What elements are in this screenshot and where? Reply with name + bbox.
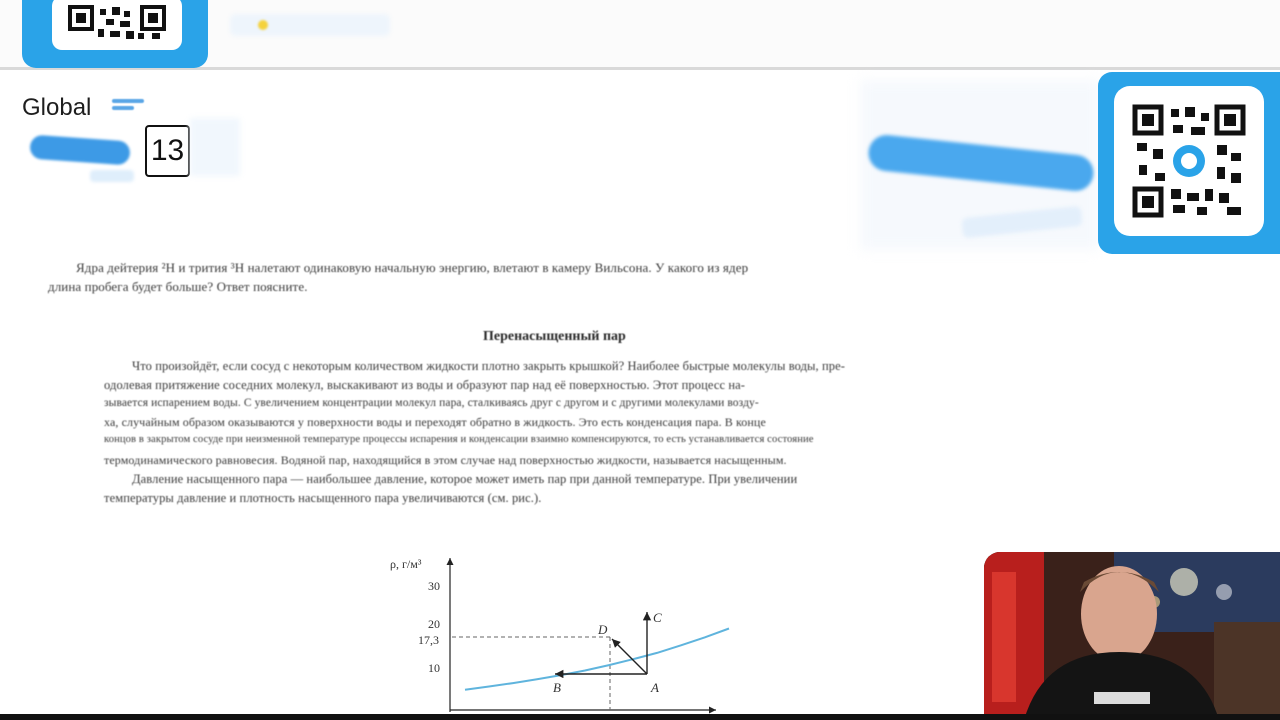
- paragraph-line: концов в закрытом сосуде при неизменной температуре процессы испарения и конденсации взаимно компенсируются, то есть устанавливается состояние: [104, 434, 814, 445]
- left-pill-button[interactable]: [29, 135, 130, 166]
- point-label-d: D: [598, 622, 608, 637]
- saturation-curve: [465, 629, 729, 690]
- y-tick-label: 10: [428, 661, 440, 675]
- top-strip: [0, 0, 1280, 70]
- paragraph-line: Давление насыщенного пара — наибольшее давление, которое может иметь пар при данной температуре. При увеличении: [132, 472, 798, 486]
- section-title: Перенасыщенный пар: [483, 329, 626, 344]
- top-link-blur: [230, 14, 390, 36]
- top-dot-icon: [258, 20, 268, 30]
- point-label-a: A: [651, 680, 659, 695]
- y-tick-label: 30: [428, 579, 440, 593]
- left-blur-card: [190, 118, 240, 176]
- paragraph-line: термодинамического равновесия. Водяной пар, находящийся в этом случае над поверхностью жидкости, называется насыщенным.: [104, 453, 787, 467]
- point-label-c: C: [653, 610, 662, 625]
- point-label-b: B: [553, 680, 561, 695]
- qr-code-top: [22, 0, 208, 68]
- vapor-density-graph: [380, 552, 740, 720]
- brand-logo: Global: [22, 94, 92, 121]
- task-text-line-1: Ядра дейтерия ²H и трития ³H налетают одинаковую начальную энергию, влетают в камеру Вильсона. У какого из ядер: [76, 260, 749, 275]
- y-axis-label: ρ, г/м³: [390, 557, 422, 571]
- bottom-bar: [0, 714, 1280, 720]
- brand-mark-icon: [112, 99, 144, 117]
- y-tick-label: 20: [428, 617, 440, 631]
- qr-code-right: [1098, 72, 1280, 254]
- y-tick-label: 17,3: [418, 633, 439, 647]
- task-text-line-2: длина пробега будет больше? Ответ поясните.: [48, 279, 308, 294]
- paragraph-line: зывается испарением воды. С увеличением концентрации молекул пара, сталкиваясь друг с другом и с другими молекулами возду-: [104, 397, 759, 409]
- paragraph-line: одолевая притяжение соседних молекул, выскакивают из воды и образуют пар над её поверхностью. Этот процесс на-: [104, 378, 746, 392]
- qr-code-icon: [1114, 86, 1264, 236]
- task-number-badge: 13: [145, 125, 190, 177]
- paragraph-line: температуры давление и плотность насыщенного пара увеличиваются (см. рис.).: [104, 491, 542, 505]
- paragraph-line: Что произойдёт, если сосуд с некоторым количеством жидкости плотно закрыть крышкой? Наиболее быстрые молекулы воды, пре-: [132, 359, 846, 373]
- left-pill-caption: [90, 170, 134, 182]
- paragraph-line: ха, случайным образом оказываются у поверхности воды и переходят обратно в жидкость. Это есть конденсация пара. В конце: [104, 415, 766, 429]
- qr-code-icon: [52, 0, 182, 50]
- webcam-video: [984, 552, 1280, 720]
